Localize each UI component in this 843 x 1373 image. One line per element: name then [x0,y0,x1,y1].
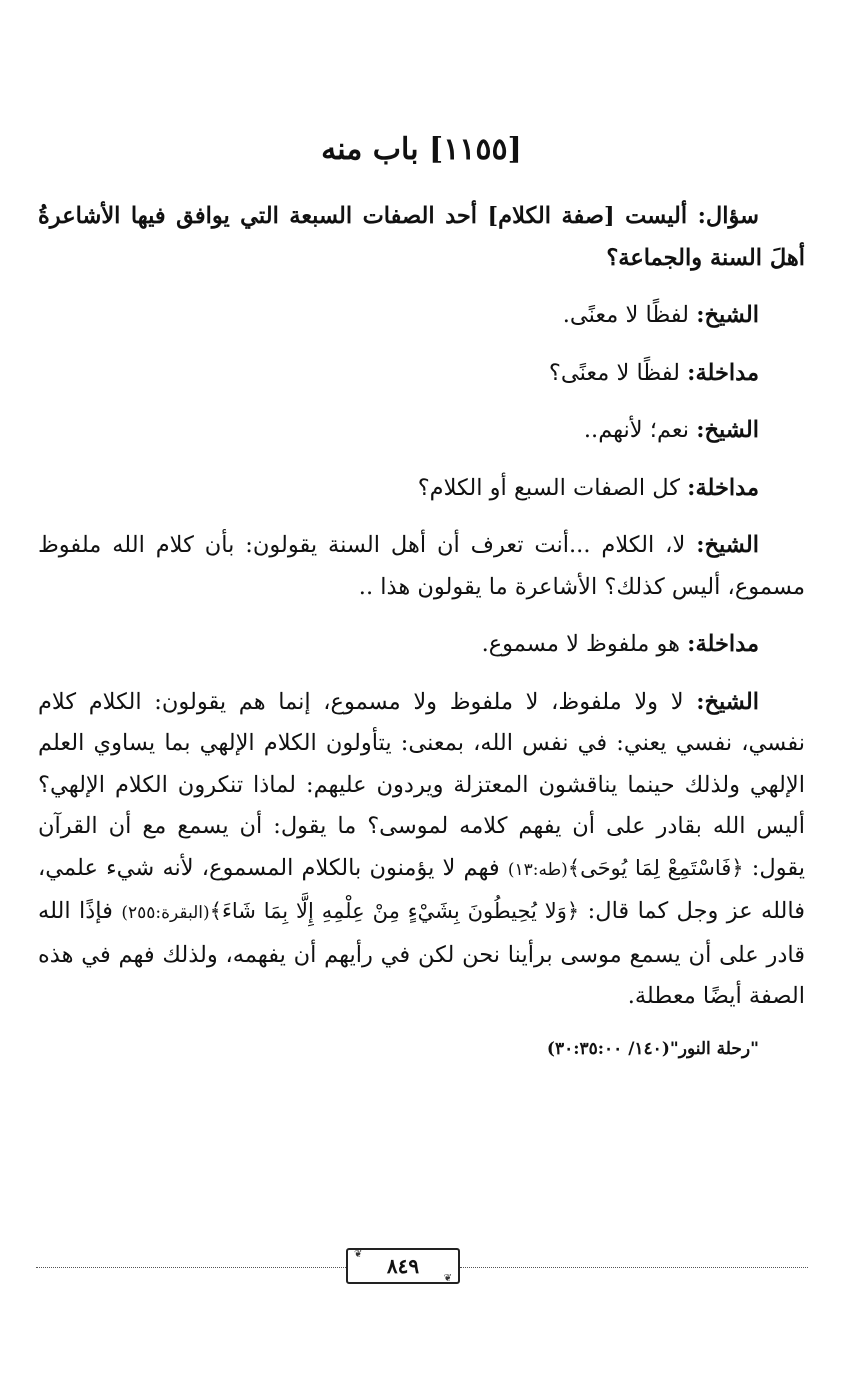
paragraph-text: لا ولا ملفوظ، لا ملفوظ ولا مسموع، إنما هم يقولون: الكلام كلام نفسي، نفسي يعني: في نفس الله، بمعنى: يتأولون الكلام الإلهي بما يساوي العلم الإلهي ولذلك حينما يناقشون المعتزلة ويردون عليهم: لماذا تنكرون الكلام الإلهي؟ أليس الله بقادر على أن يفهم كلامه لموسى؟ ما يقول: أن يسمع مع أن القرآن يقول: [38,688,805,881]
speaker-label: مداخلة: [687,474,759,501]
interjection-paragraph [38,468,805,510]
answer-paragraph-long [38,682,805,1018]
page-body [38,196,805,1064]
paragraph-text: لفظًا لا معنًى؟ [548,359,688,386]
paragraph-text: كل الصفات السبع أو الكلام؟ [417,474,688,501]
speaker-label: مداخلة: [687,631,759,657]
answer-paragraph [38,525,805,608]
source-citation: "رحلة النور"(١٤٠/ ٣٠:٣٥:٠٠) [546,1038,759,1059]
verse-reference: (طه:١٣) [507,859,568,880]
question-paragraph [38,196,805,279]
speaker-label: الشيخ: [696,688,759,715]
speaker-label: سؤال: [697,203,759,229]
speaker-label: الشيخ: [696,302,759,328]
paragraph-text: أليست [صفة الكلام] أحد الصفات السبعة التي يوافق فيها الأشاعرةُ أهلَ السنة والجماعة؟ [38,203,805,271]
speaker-label: الشيخ: [696,417,759,443]
ornament-icon: ❦ [354,1249,363,1260]
verse-reference: (البقرة:٢٥٥) [121,903,210,923]
speaker-label: الشيخ: [696,532,759,558]
footer-rule-left [36,1267,348,1268]
interjection-paragraph [38,624,805,666]
paragraph-text: فهم لا يؤمنون بالكلام المسموع، لأنه شيء علمي، فالله عز وجل كما قال: [38,854,805,924]
interjection-paragraph [38,353,805,395]
paragraph-text: فإذًا الله قادر على أن يسمع موسى برأينا نحن لكن في رأيهم أن يفهمه، ولذلك فهم في هذه الصفة أيضًا معطلة. [38,898,805,1009]
page-number-frame [346,1248,460,1284]
paragraph-text: نعم؛ لأنهم.. [583,417,697,443]
ornament-icon: ❦ [443,1273,452,1284]
paragraph-text: هو ملفوظ لا مسموع. [481,631,688,657]
paragraph-text: لفظًا لا معنًى. [562,302,697,328]
page-footer [0,1240,843,1290]
quran-verse: ﴿فَاسْتَمِعْ لِمَا يُوحَى﴾ [567,855,744,880]
footer-rule-right [460,1267,808,1268]
quran-verse: ﴿وَلا يُحِيطُونَ بِشَيْءٍ مِنْ عِلْمِهِ إِلَّا بِمَا شَاءَ﴾ [209,899,580,923]
chapter-title: [١١٥٥] باب منه [321,132,522,167]
page-number: ٨٤٩ [386,1254,420,1278]
paragraph-text: لا، الكلام ...أنت تعرف أن أهل السنة يقولون: بأن كلام الله ملفوظ مسموع، أليس كذلك؟ الأشاعرة ما يقولون هذا .. [38,532,805,600]
answer-paragraph [38,410,805,452]
speaker-label: مداخلة: [687,359,759,386]
answer-paragraph [38,295,805,337]
